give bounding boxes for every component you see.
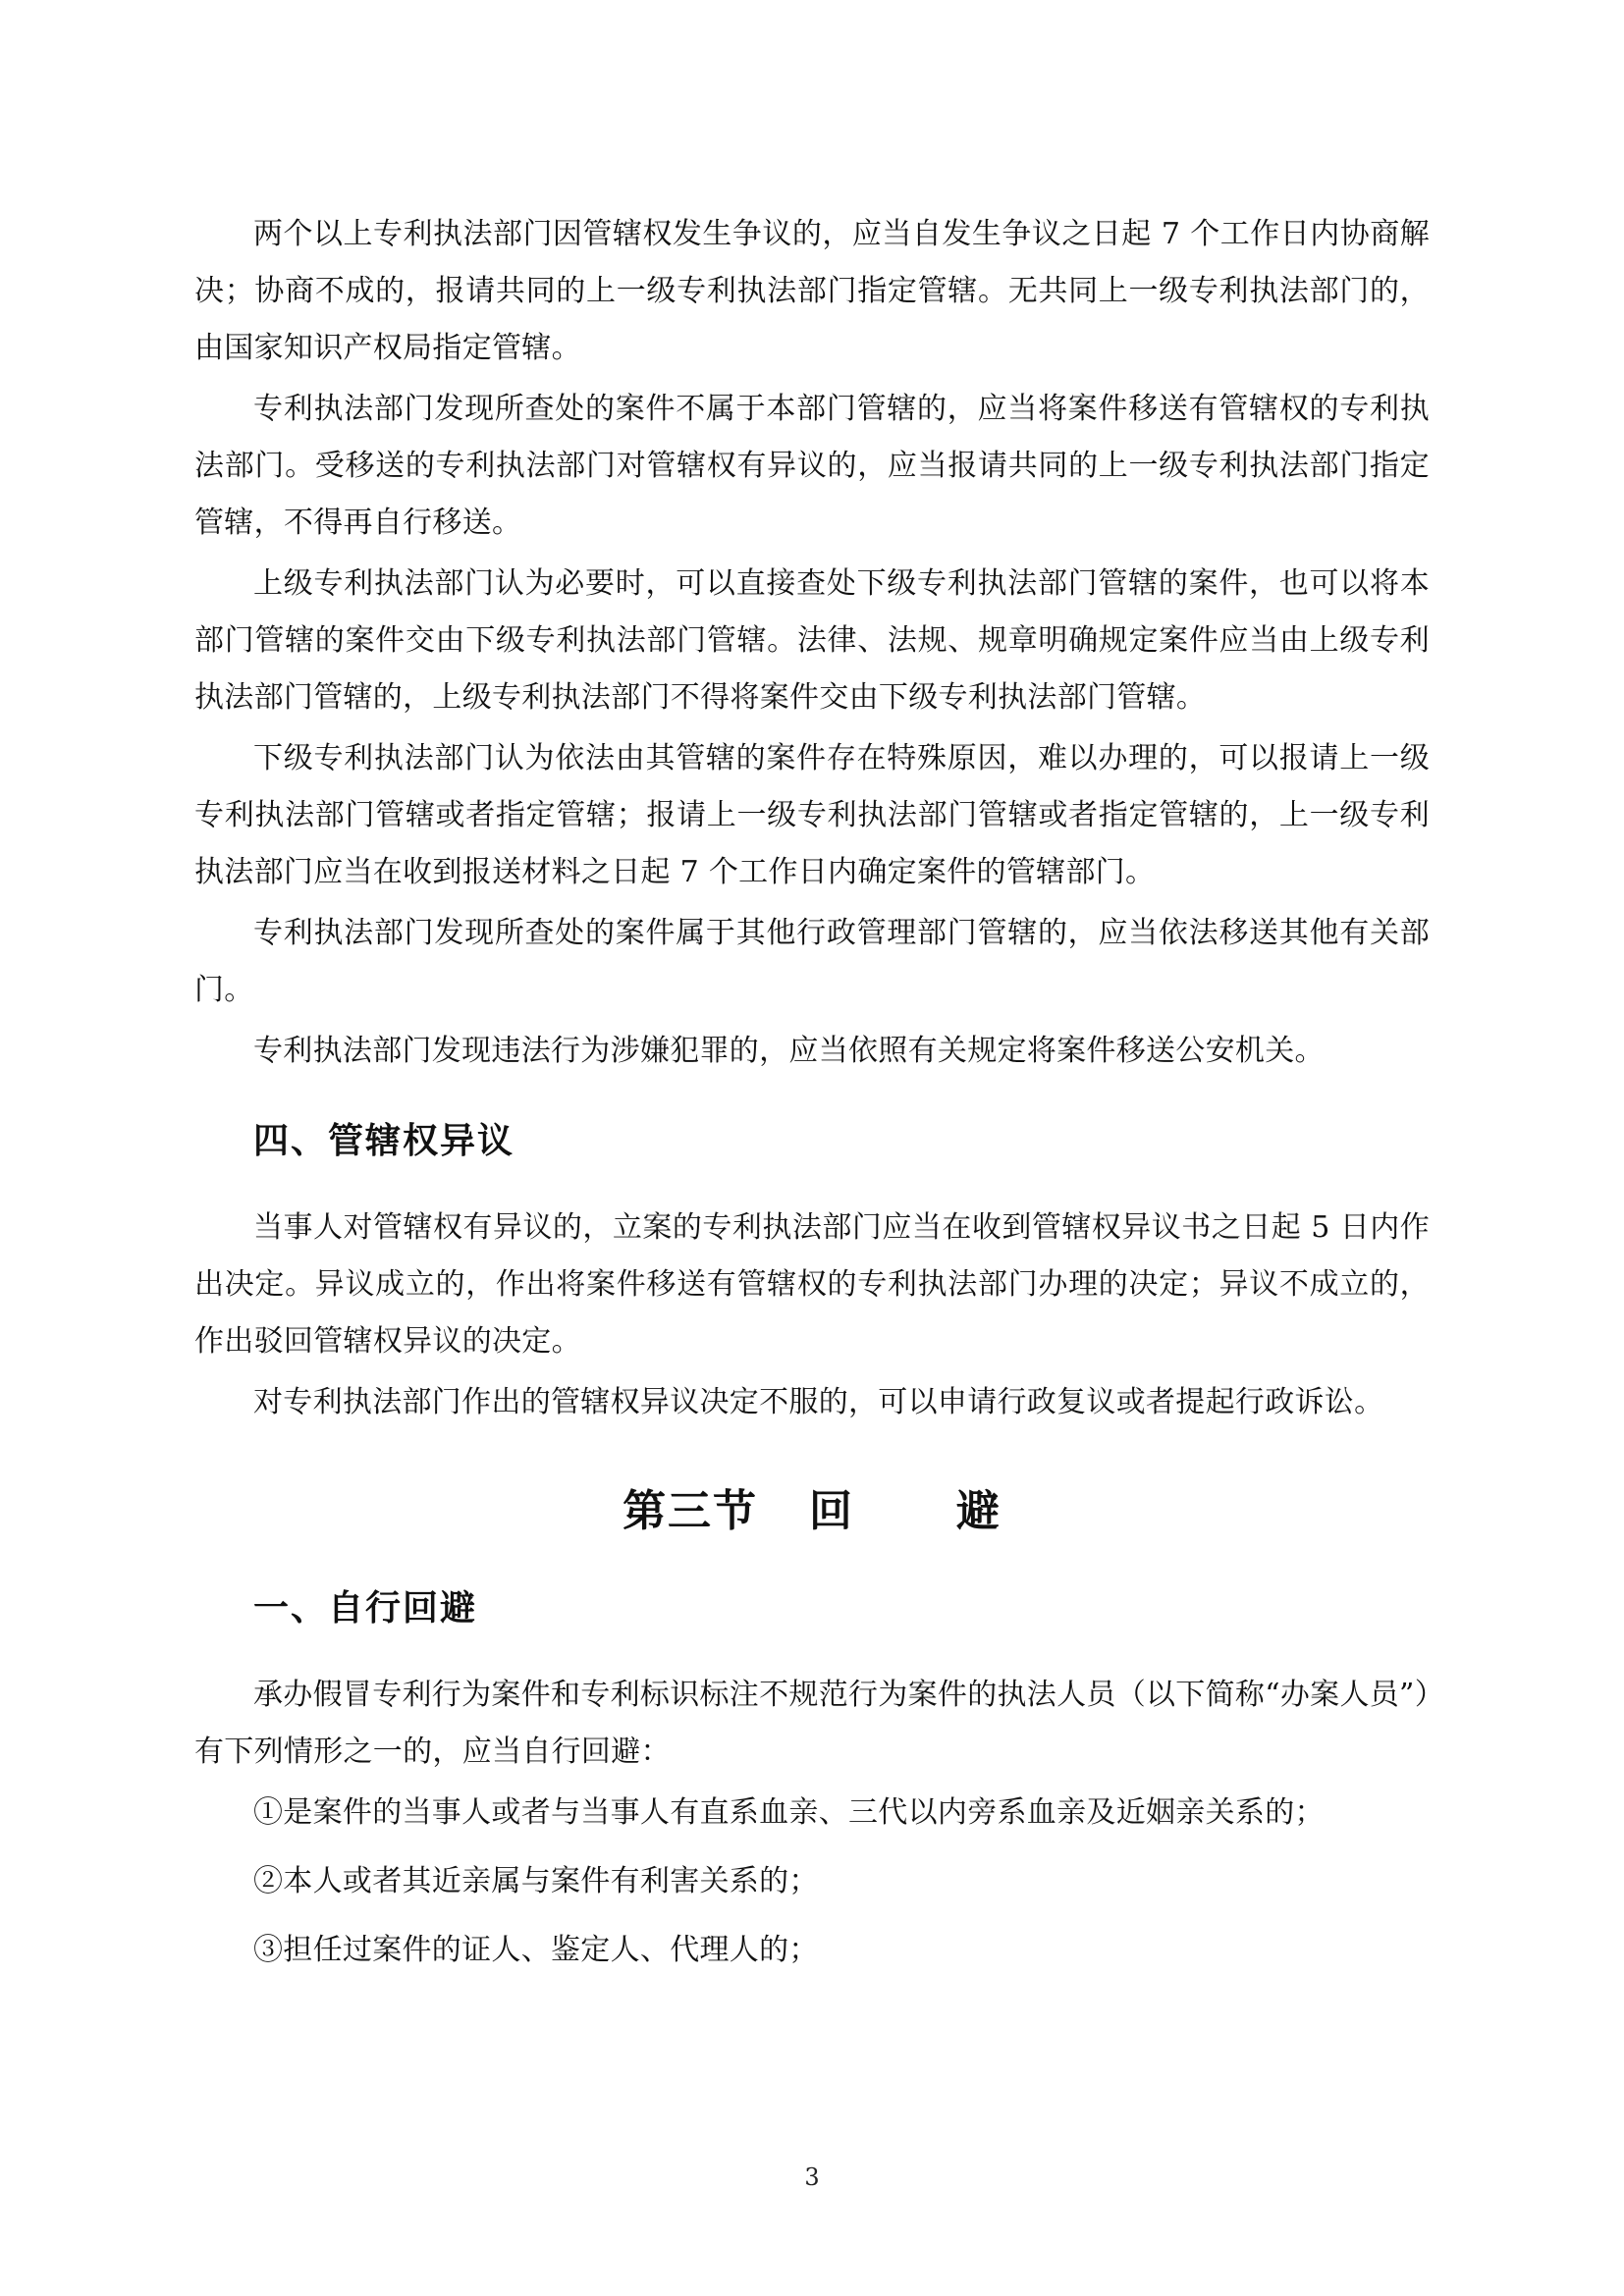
list-item-witness: ③担任过案件的证人、鉴定人、代理人的； — [253, 1933, 819, 1967]
paragraph-recusal-intro: 承办假冒专利行为案件和专利标识标注不规范行为案件的执法人员（以下简称“办案人员”）有下列情形之一的，应当自行回避： — [194, 1678, 1430, 1769]
paragraph-criminal-transfer: 专利执法部门发现违法行为涉嫌犯罪的，应当依照有关规定将案件移送公安机关。 — [253, 1034, 1325, 1068]
paragraph-superior-jurisdiction: 上级专利执法部门认为必要时，可以直接查处下级专利执法部门管辖的案件，也可以将本部门管辖的案件交由下级专利执法部门管辖。法律、法规、规章明确规定案件应当由上级专利执法部门管辖的，上级专利执法部门不得将案件交由下级专利执法部门管辖。 — [194, 566, 1430, 715]
paragraph-jurisdiction-dispute: 两个以上专利执法部门因管辖权发生争议的，应当自发生争议之日起 7 个工作日内协商解决；协商不成的，报请共同的上一级专利执法部门指定管辖。无共同上一级专利执法部门的，由国家知识产权局指定管辖。 — [194, 217, 1430, 365]
paragraph-lower-level-request: 下级专利执法部门认为依法由其管辖的案件存在特殊原因，难以办理的，可以报请上一级专利执法部门管辖或者指定管辖；报请上一级专利执法部门管辖或者指定管辖的，上一级专利执法部门应当在收到报送材料之日起 7 个工作日内确定案件的管辖部门。 — [194, 741, 1430, 889]
paragraph-other-department-transfer: 专利执法部门发现所查处的案件属于其他行政管理部门管辖的，应当依法移送其他有关部门。 — [194, 916, 1430, 1007]
page-content — [194, 206, 1430, 1991]
page-number: 3 — [804, 2163, 820, 2191]
list-item-interest: ②本人或者其近亲属与案件有利害关系的； — [253, 1864, 819, 1898]
heading-jurisdiction-objection: 四、管辖权异议 — [253, 1121, 515, 1161]
paragraph-objection-decision: 当事人对管辖权有异议的，立案的专利执法部门应当在收到管辖权异议书之日起 5 日内作出决定。异议成立的，作出将案件移送有管辖权的专利执法部门办理的决定；异议不成立的，作出驳回管辖权异议的决定。 — [194, 1210, 1430, 1359]
paragraph-case-transfer: 专利执法部门发现所查处的案件不属于本部门管辖的，应当将案件移送有管辖权的专利执法部门。受移送的专利执法部门对管辖权有异议的，应当报请共同的上一级专利执法部门指定管辖，不得再自行移送。 — [194, 392, 1430, 540]
paragraph-objection-appeal: 对专利执法部门作出的管辖权异议决定不服的，可以申请行政复议或者提起行政诉讼。 — [253, 1385, 1384, 1419]
section-title-recusal: 第三节 回 避 — [623, 1486, 1001, 1536]
list-item-relative: ①是案件的当事人或者与当事人有直系血亲、三代以内旁系血亲及近姻亲关系的； — [253, 1795, 1325, 1830]
heading-self-recusal: 一、自行回避 — [253, 1588, 478, 1629]
